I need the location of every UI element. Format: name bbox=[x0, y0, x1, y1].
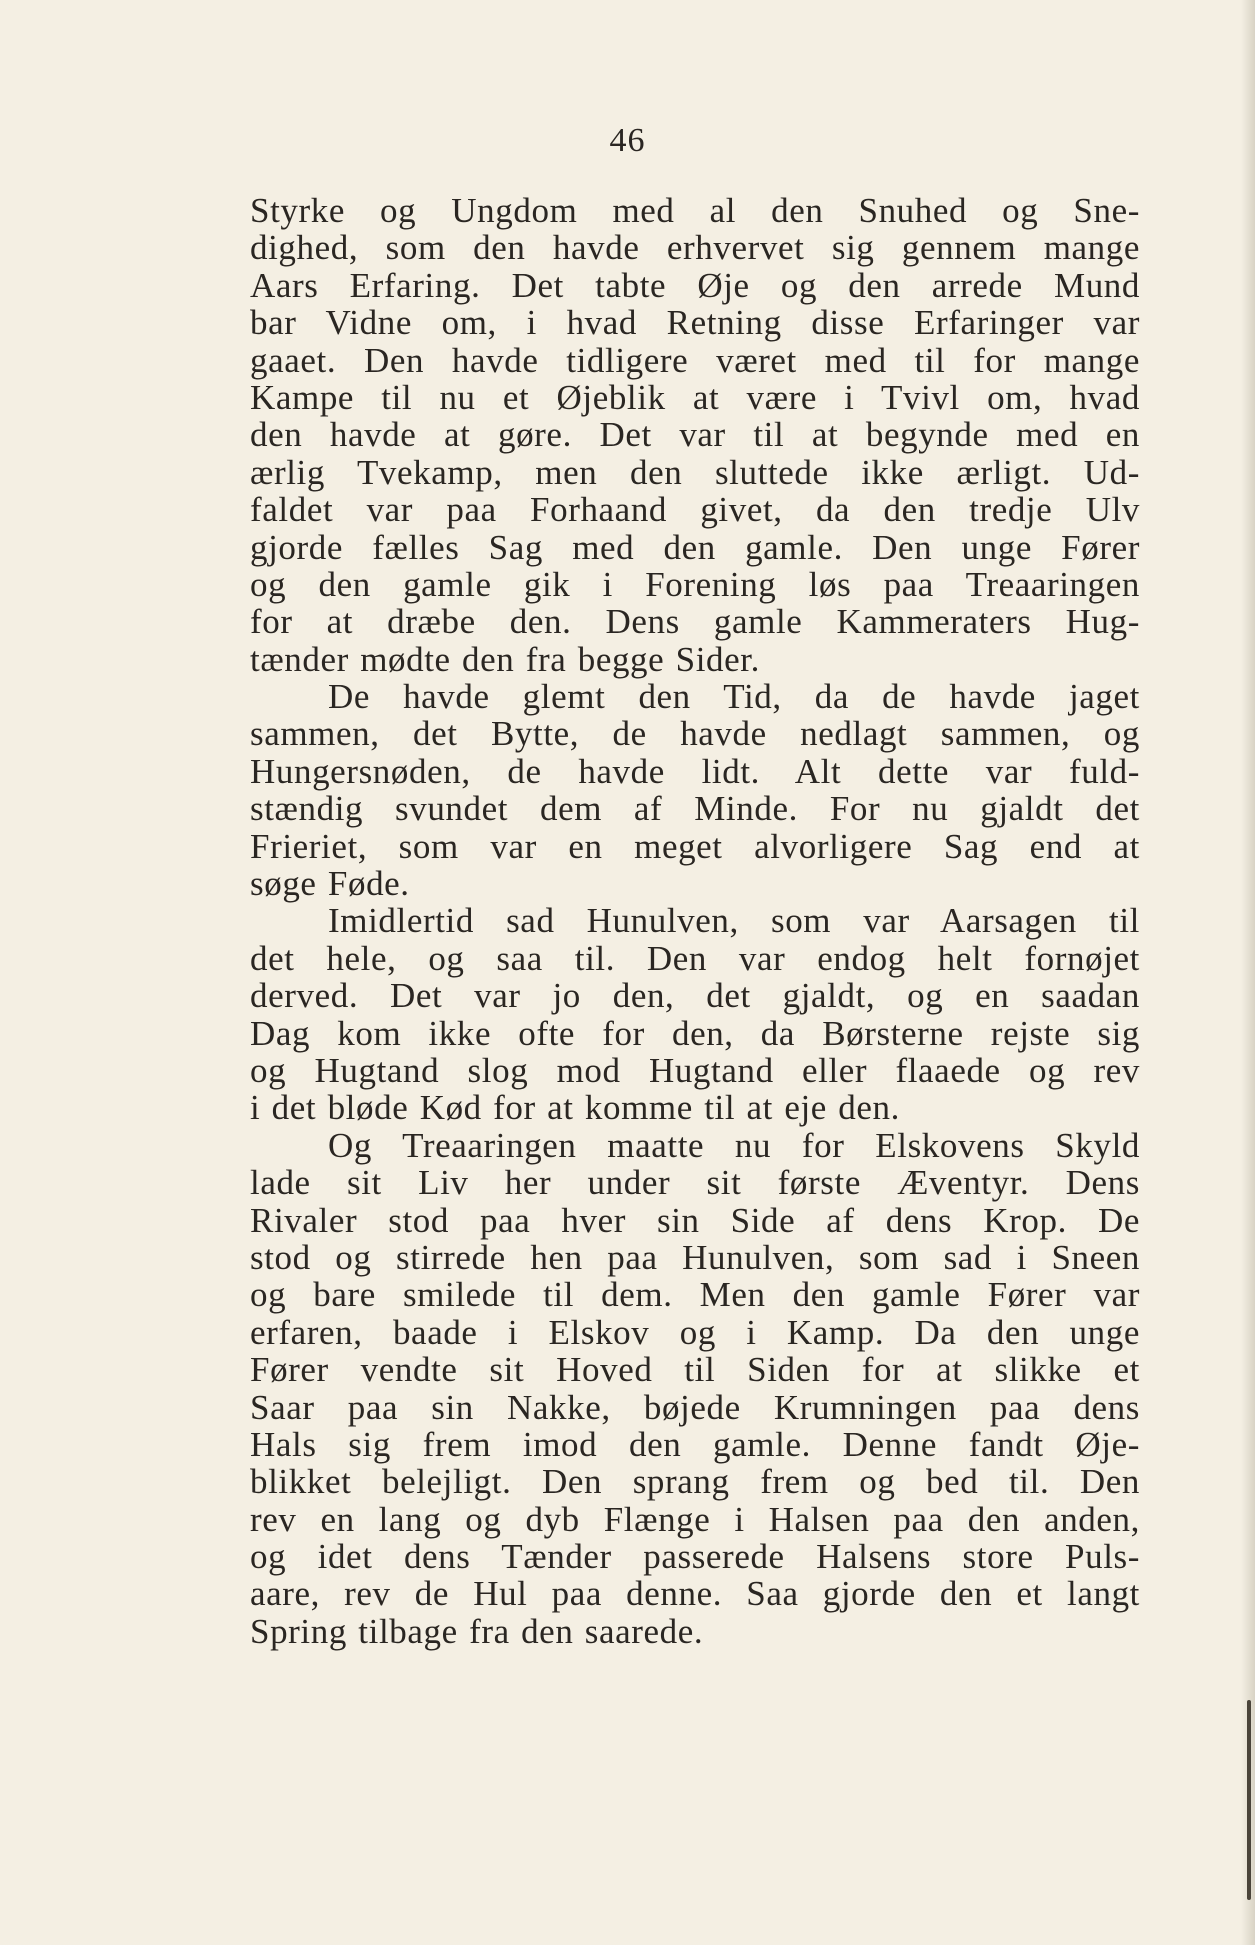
text-line: stændig svundet dem af Minde. For nu gjaldt det bbox=[250, 789, 1140, 829]
text-line: det hele, og saa til. Den var endog helt fornøjet bbox=[250, 938, 1140, 978]
text-line: for at dræbe den. Dens gamle Kammeraters Hug- bbox=[250, 602, 1140, 642]
paragraph-last-line: i det bløde Kød for at komme til at eje den. bbox=[250, 1088, 900, 1128]
text-line: aare, rev de Hul paa denne. Saa gjorde den et langt bbox=[250, 1574, 1140, 1614]
page-number: 46 bbox=[609, 122, 646, 159]
text-line: sammen, det Bytte, de havde nedlagt sammen, og bbox=[250, 714, 1140, 754]
text-line: Hals sig frem imod den gamle. Denne fandt Øje- bbox=[250, 1424, 1140, 1464]
text-line: gaaet. Den havde tidligere været med til for mange bbox=[250, 340, 1140, 380]
text-line: Aars Erfaring. Det tabte Øje og den arrede Mund bbox=[250, 265, 1140, 305]
paragraph-first-line: De havde glemt den Tid, da de havde jaget bbox=[328, 677, 1140, 717]
text-line: ærlig Tvekamp, men den sluttede ikke ærligt. Ud- bbox=[250, 452, 1140, 492]
text-line: Fører vendte sit Hoved til Siden for at slikke et bbox=[250, 1350, 1140, 1390]
text-line: Frieriet, som var en meget alvorligere Sag end at bbox=[250, 826, 1140, 866]
paragraph-last-line: Spring tilbage fra den saarede. bbox=[250, 1611, 704, 1651]
text-line: rev en lang og dyb Flænge i Halsen paa den anden, bbox=[250, 1499, 1140, 1539]
paragraph-first-line: Og Treaaringen maatte nu for Elskovens Skyld bbox=[328, 1125, 1140, 1165]
text-line: bar Vidne om, i hvad Retning disse Erfaringer var bbox=[250, 303, 1140, 343]
text-line: erfaren, baade i Elskov og i Kamp. Da den unge bbox=[250, 1312, 1140, 1352]
text-line: blikket belejligt. Den sprang frem og bed til. Den bbox=[250, 1462, 1140, 1502]
text-line: Hungersnøden, de havde lidt. Alt dette var fuld- bbox=[250, 751, 1140, 791]
page-edge-mark bbox=[1247, 1700, 1251, 1900]
paragraph-first-line: Imidlertid sad Hunulven, som var Aarsagen til bbox=[328, 901, 1140, 941]
text-line: gjorde fælles Sag med den gamle. Den unge Fører bbox=[250, 527, 1140, 567]
text-line: dighed, som den havde erhvervet sig gennem mange bbox=[250, 228, 1140, 268]
text-line: Kampe til nu et Øjeblik at være i Tvivl om, hvad bbox=[250, 377, 1140, 417]
text-line: faldet var paa Forhaand givet, da den tredje Ulv bbox=[250, 490, 1140, 530]
text-line: den havde at gøre. Det var til at begynde med en bbox=[250, 415, 1140, 455]
body-text bbox=[250, 192, 1140, 1650]
text-line: og Hugtand slog mod Hugtand eller flaaede og rev bbox=[250, 1050, 1140, 1090]
text-line: Styrke og Ungdom med al den Snuhed og Sne- bbox=[250, 191, 1140, 230]
text-line: derved. Det var jo den, det gjaldt, og en saadan bbox=[250, 976, 1140, 1016]
text-line: Dag kom ikke ofte for den, da Børsterne rejste sig bbox=[250, 1013, 1140, 1053]
text-line: og bare smilede til dem. Men den gamle Fører var bbox=[250, 1275, 1140, 1315]
paragraph-last-line: tænder mødte den fra begge Sider. bbox=[250, 639, 760, 679]
text-line: Saar paa sin Nakke, bøjede Krumningen paa dens bbox=[250, 1387, 1140, 1427]
text-line: stod og stirrede hen paa Hunulven, som sad i Sneen bbox=[250, 1237, 1140, 1277]
text-line: Rivaler stod paa hver sin Side af dens Krop. De bbox=[250, 1200, 1140, 1240]
text-line: lade sit Liv her under sit første Æventyr. Dens bbox=[250, 1163, 1140, 1203]
text-line: og den gamle gik i Forening løs paa Treaaringen bbox=[250, 564, 1140, 604]
text-line: og idet dens Tænder passerede Halsens store Puls- bbox=[250, 1537, 1140, 1577]
page-edge-shadow bbox=[1241, 0, 1255, 1945]
paragraph-last-line: søge Føde. bbox=[250, 864, 410, 904]
